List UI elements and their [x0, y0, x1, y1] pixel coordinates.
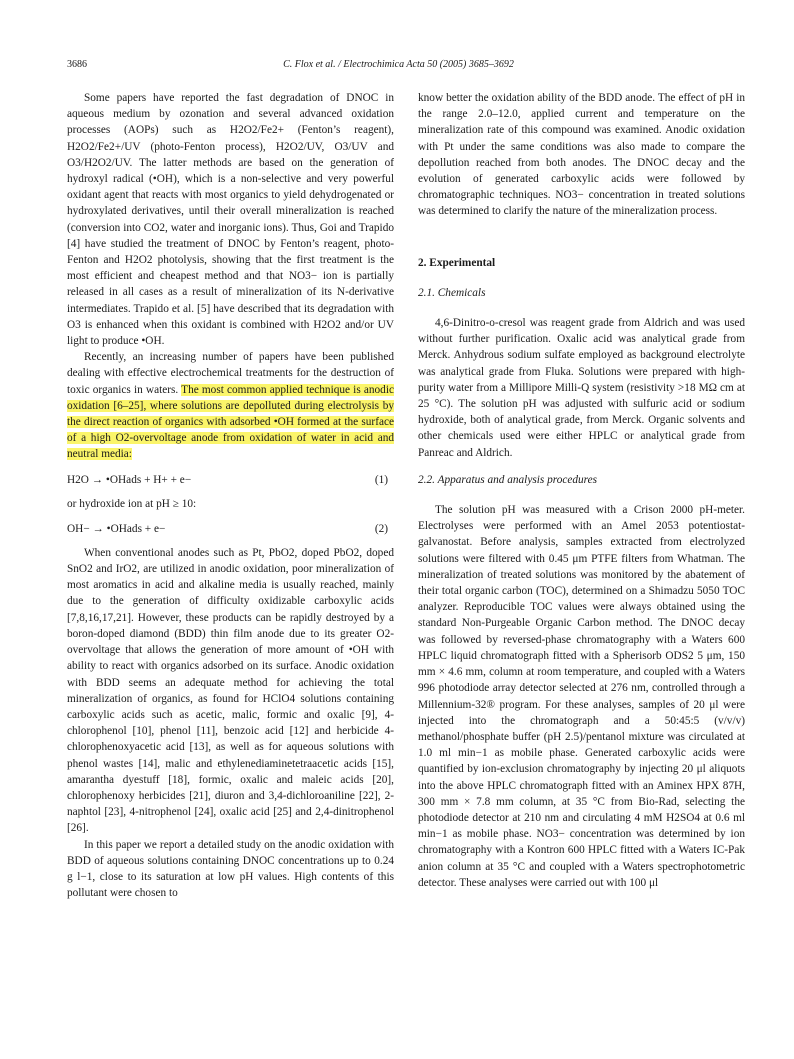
equation-2 [67, 521, 394, 539]
right-column [418, 90, 745, 891]
paragraph-this-paper: In this paper we report a detailed study on the anodic oxidation with BDD of aqueous solutions containing DNOC concentrations up to 0.24 g l−1, close to its saturation at low pH values. High contents of this pollutant were chosen to [67, 838, 394, 900]
equation-2-expression: OH− → •OHads + e− [67, 522, 166, 535]
equation-connector: or hydroxide ion at pH ≥ 10: [67, 497, 197, 510]
equation-2-number: (2) [374, 522, 388, 535]
paragraph-aops: Some papers have reported the fast degradation of DNOC in aqueous medium by ozonation and several advanced oxidation processes (AOPs) such as H2O2/Fe2+ (Fenton’s reagent), H2O2/Fe2+/UV (photo-Fenton process), H2O2/UV, O3/UV and O3/H2O2/UV. The latter methods are based on the generation of hydroxyl radical (•OH), which is a non-selective and very powerful oxidant agent that reacts with most organics to yield dehydrogenated or hydroxylated derivatives, until their overall mineralization is reached (conversion into CO2, water and inorganic ions). Thus, Goi and Trapido [4] have studied the treatment of DNOC by Fenton’s reagent, photo-Fenton and H2O2 photolysis, showing that the first treatment is the most efficient and cheapest method and that NO3− ion is partially released in all cases as a result of mineralization of its N-derivative intermediates. Trapido et al. [5] have described that its degradation with O3 is enhanced when this oxidant is combined with H2O2 and/or UV light to produce •OH. [67, 92, 394, 348]
paragraph-apparatus: The solution pH was measured with a Crison 2000 pH-meter. Electrolyses were performed with an Amel 2053 potentiostat-galvanostat. Before analysis, samples extracted from electrolyzed solutions were filtered with 0.45 μm PTFE filters from Whatman. The mineralization of treated solutions was monitored by the abatement of their total organic carbon (TOC), determined on a Shimadzu 5050 TOC analyzer. Reproducible TOC values were always obtained using the standard Non-Purgeable Organic Carbon method. The DNOC decay was followed by reversed-phase chromatography with a Waters 600 HPLC liquid chromatograph fitted with a Spherisorb ODS2 5 μm, 150 mm × 4.6 mm, column at room temperature, and coupled with a Waters 996 photodiode array detector selected at 276 nm, controlled through a Millennium-32® program. For these analyses, samples of 20 μl were injected into the chromatograph and a 50:45:5 (v/v/v) methanol/phosphate buffer (pH 2.5)/pentanol mixture was circulated at 1.0 ml min−1 as mobile phase. Generated carboxylic acids were quantified by ion-exclusion chromatography by injecting 20 μl aliquots into the above HPLC chromatograph fitted with an Aminex HPX 87H, 300 mm × 7.8 mm column, at 35 °C from Bio-Rad, selecting the photodiode detector at 210 nm and circulating 4 mM H2SO4 at 0.6 ml min−1 as mobile phase. NO3− concentration was determined by ion chromatography with a Kontron 600 HPLC fitted with a Waters IC-Pak anion column at 35 °C and coupled with a Waters spectrophotometric detector. These analyses were carried out with 100 μl [418, 504, 745, 889]
paragraph-continuation: know better the oxidation ability of the BDD anode. The effect of pH in the range 2.0–12.0, applied current and temperature on the mineralization rate of this compound was examined. Anodic oxidation with Pt under the same conditions was also made to compare the depollution reached from both anodes. The DNOC decay and the evolution of generated carboxylic acids were followed by chromatographic techniques. NO3− concentration in treated solutions was determined to clarify the nature of the mineralization process. [418, 92, 745, 218]
equation-1 [67, 472, 394, 490]
running-header [67, 59, 730, 73]
equation-1-expression: H2O → •OHads + H+ + e− [67, 473, 192, 486]
paragraph-conventional-anodes: When conventional anodes such as Pt, PbO2, doped PbO2, doped SnO2 and IrO2, are utilized in anodic oxidation, poor mineralization of most aromatics in acid and alkaline media is usually reached, mainly due to the generation of difficulty oxidizable carboxylic acids [7,8,16,17,21]. However, these products can be rapidly destroyed by a boron-doped diamond (BDD) thin film anode due to its greater O2-overvoltage that allows the generation of more amount of •OH with ability to react with organics adsorbed on its surface. Anodic oxidation with BDD seems an adequate method for achieving the total mineralization of organics, as found for HClO4 solutions containing carboxylic acids such as acetic, malic, formic and oxalic [9], 4-chlorophenol [10], phenol [11], benzoic acid [12] and herbicide 4-chlorophenoxyacetic acid [13], as well as for aqueous solutions with phenol wastes [14], malic and ethylenediaminetetraacetic acids [15], amarantha dyestuff [18], formic, oxalic and maleic acids [20], chlorophenoxy herbicides [21], diuron and 3,4-dichloroaniline [22], 2-naphtol [23], 4-nitrophenol [24], oxalic acid [25] and 2,4-dinitrophenol [26]. [67, 546, 394, 835]
journal-citation: C. Flox et al. / Electrochimica Acta 50 (2005) 3685–3692 [283, 59, 514, 70]
equation-1-number: (1) [374, 473, 388, 486]
highlighted-text: The most common applied technique is anodic oxidation [6–25], where solutions are depolluted during electrolysis by the direct reaction of organics with adsorbed •OH formed at the surface of a high O2-overvoltage anode from oxidation of water in acid and neutral media: [67, 383, 394, 461]
left-column [67, 90, 394, 901]
paragraph-chemicals: 4,6-Dinitro-o-cresol was reagent grade from Aldrich and was used without further purification. Oxalic acid was analytical grade from Merck. Anhydrous sodium sulfate employed as background electrolyte was analytical grade from Fluka. Solutions were prepared with high-purity water from a Millipore Milli-Q system (resistivity >18 MΩ cm at 25 °C). The solution pH was adjusted with sulfuric acid or sodium hydroxide, both of analytical grade, from Merck. Organic solvents and other chemicals used were either HPLC or analytical grade from Panreac and Aldrich. [418, 317, 745, 459]
section-heading-experimental: 2. Experimental [418, 256, 496, 269]
paragraph-electrochemical [67, 349, 394, 462]
subsection-heading-chemicals: 2.1. Chemicals [418, 286, 486, 299]
paragraph-electrochemical-intro: Recently, an increasing number of papers have been published dealing with effective electrochemical treatments for the destruction of toxic organics in waters. [67, 351, 394, 396]
subsection-heading-apparatus: 2.2. Apparatus and analysis procedures [418, 473, 598, 486]
page-number: 3686 [67, 59, 87, 70]
